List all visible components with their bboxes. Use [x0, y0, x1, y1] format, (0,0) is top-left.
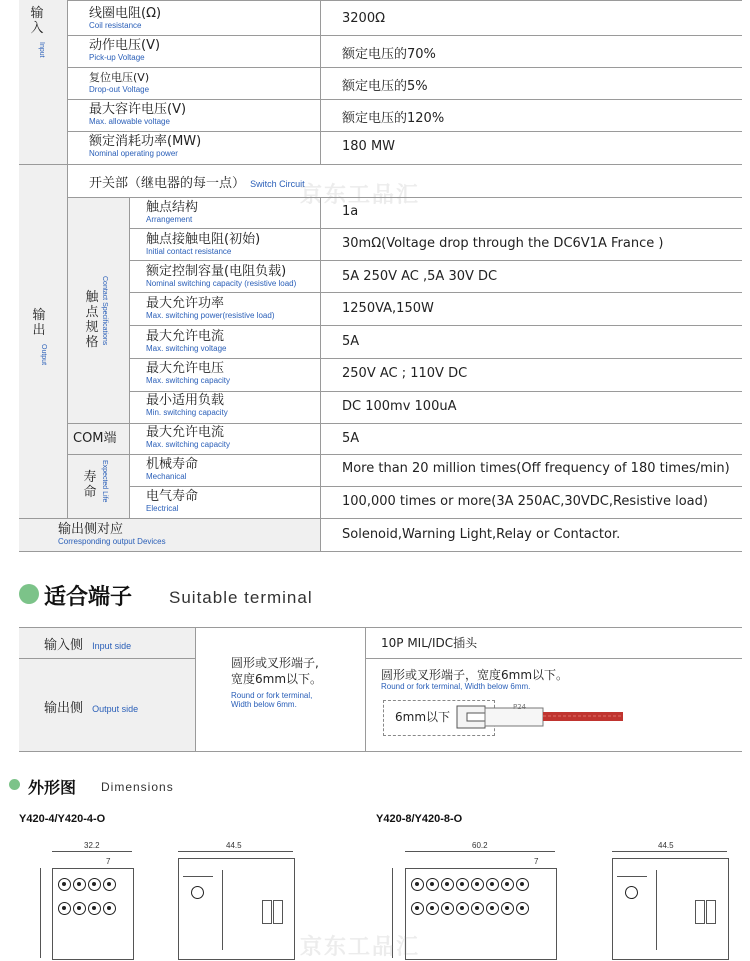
row-value: DC 100mv 100uA [342, 399, 457, 414]
output-label-en: Output [40, 344, 47, 366]
dimensions-title-cn: 外形图 [28, 778, 77, 797]
screw-icon [103, 902, 116, 915]
screw-icon [426, 878, 439, 891]
screw-icon [426, 902, 439, 915]
row-value: 额定电压的5% [342, 79, 428, 94]
row-value: 250V AC ; 110V DC [342, 366, 468, 381]
output-terminal-value: 圆形或叉形端子，宽度6mm以下。 Round or fork terminal, Width below 6mm. [381, 668, 569, 691]
table-row: 额定消耗功率(MW) Nominal operating power [89, 134, 202, 158]
contact-group-label: 触点规格 Contact Specifications [85, 276, 108, 350]
input-label-en: Input [38, 42, 45, 58]
row-value: 5A 250V AC ,5A 30V DC [342, 269, 498, 284]
screw-icon [456, 902, 469, 915]
table-row: 动作电压(V) Pick-up Voltage [89, 38, 161, 62]
table-row: 额定控制容量(电阻负载) Nominal switching capacity (resistive load) [146, 264, 297, 288]
input-label-cn: 输入 [30, 6, 44, 36]
table-row: 线圈电阻(Ω) Coil resistance [89, 6, 162, 30]
terminal-screws [57, 877, 129, 920]
screw-icon [73, 902, 86, 915]
table-row: 最大允许电流 Max. switching voltage [146, 329, 227, 353]
green-bullet-icon [19, 584, 39, 604]
table-row: 最大允许电压 Max. switching capacity [146, 361, 231, 385]
screw-icon [501, 878, 514, 891]
corresponding-value: Solenoid,Warning Light,Relay or Contactor. [342, 527, 621, 542]
figure-label: 6mm以下 [395, 710, 451, 724]
output-group-label [32, 308, 60, 378]
com-label: COM端 [73, 431, 117, 446]
green-bullet-icon [9, 779, 20, 790]
terminal-screws [410, 877, 556, 920]
screw-icon [486, 878, 499, 891]
watermark: 京东工品汇 [300, 935, 421, 960]
screw-icon [88, 902, 101, 915]
output-side-label: 输出侧 Output side [44, 701, 139, 716]
row-value: 30mΩ(Voltage drop through the DC6V1A France ) [342, 236, 664, 251]
screw-icon [516, 902, 529, 915]
screw-icon [103, 878, 116, 891]
screw-icon [486, 902, 499, 915]
input-terminal-value: 10P MIL/IDC插头 [381, 636, 478, 650]
table-row: 机械寿命 Mechanical [146, 457, 199, 481]
table-row: 复位电压(V) Drop-out Voltage [89, 71, 150, 94]
screw-icon [441, 902, 454, 915]
row-value: 1a [342, 204, 359, 219]
table-row: 最大允许电流 Max. switching capacity [146, 425, 231, 449]
row-value: 5A [342, 334, 360, 349]
table-row: 最小适用负载 Min. switching capacity [146, 393, 228, 417]
terminal-middle-note: 圆形或叉形端子, 宽度6mm以下。 Round or fork terminal, Width below 6mm. [231, 656, 323, 709]
row-value: 3200Ω [342, 11, 386, 26]
screw-icon [88, 878, 101, 891]
screw-icon [58, 902, 71, 915]
input-side-label: 输入侧 Input side [44, 638, 132, 653]
row-value: 额定电压的70% [342, 47, 436, 62]
screw-icon [58, 878, 71, 891]
screw-icon [73, 878, 86, 891]
dimensions-title-en: Dimensions [101, 780, 174, 794]
row-value: 额定电压的120% [342, 111, 445, 126]
life-group-label: 寿命 Expected Life [83, 460, 108, 503]
row-value: 1250VA,150W [342, 301, 434, 316]
screw-icon [516, 878, 529, 891]
fork-terminal-figure [383, 700, 628, 736]
row-value: More than 20 million times(Off frequency of 180 times/min) [342, 461, 730, 476]
terminal-section-header [19, 580, 419, 612]
row-value: 180 MW [342, 139, 396, 154]
output-label-cn: 输出 [32, 308, 46, 338]
screw-icon [625, 886, 638, 899]
table-row: 触点接触电阻(初始) Initial contact resistance [146, 232, 261, 256]
table-row: 电气寿命 Electrical [146, 489, 199, 513]
screw-icon [411, 878, 424, 891]
row-value: 100,000 times or more(3A 250AC,30VDC,Resistive load) [342, 494, 708, 509]
model-a-title: Y420-4/Y420-4-O [19, 813, 106, 825]
watermark: 京东工品汇 [300, 183, 421, 208]
terminal-title-en: Suitable terminal [169, 588, 313, 607]
screw-icon [411, 902, 424, 915]
screw-icon [501, 902, 514, 915]
table-row: 触点结构 Arrangement [146, 200, 199, 224]
fork-terminal-icon [455, 702, 625, 732]
terminal-tag: P24 [513, 703, 527, 711]
dimensions-section-header [9, 775, 309, 797]
screw-icon [471, 878, 484, 891]
corresponding-label: 输出侧对应 Corresponding output Devices [58, 522, 166, 546]
table-row: 最大容许电压(V) Max. allowable voltage [89, 102, 187, 126]
screw-icon [191, 886, 204, 899]
screw-icon [441, 878, 454, 891]
table-row: 最大允许功率 Max. switching power(resistive load) [146, 296, 275, 320]
terminal-title-cn: 适合端子 [44, 585, 133, 610]
screw-icon [471, 902, 484, 915]
screw-icon [456, 878, 469, 891]
switch-circuit-header: 开关部（继电器的每一点） Switch Circuit [89, 176, 305, 191]
row-value: 5A [342, 431, 360, 446]
input-group-label [30, 6, 58, 66]
model-b-title: Y420-8/Y420-8-O [376, 813, 463, 825]
